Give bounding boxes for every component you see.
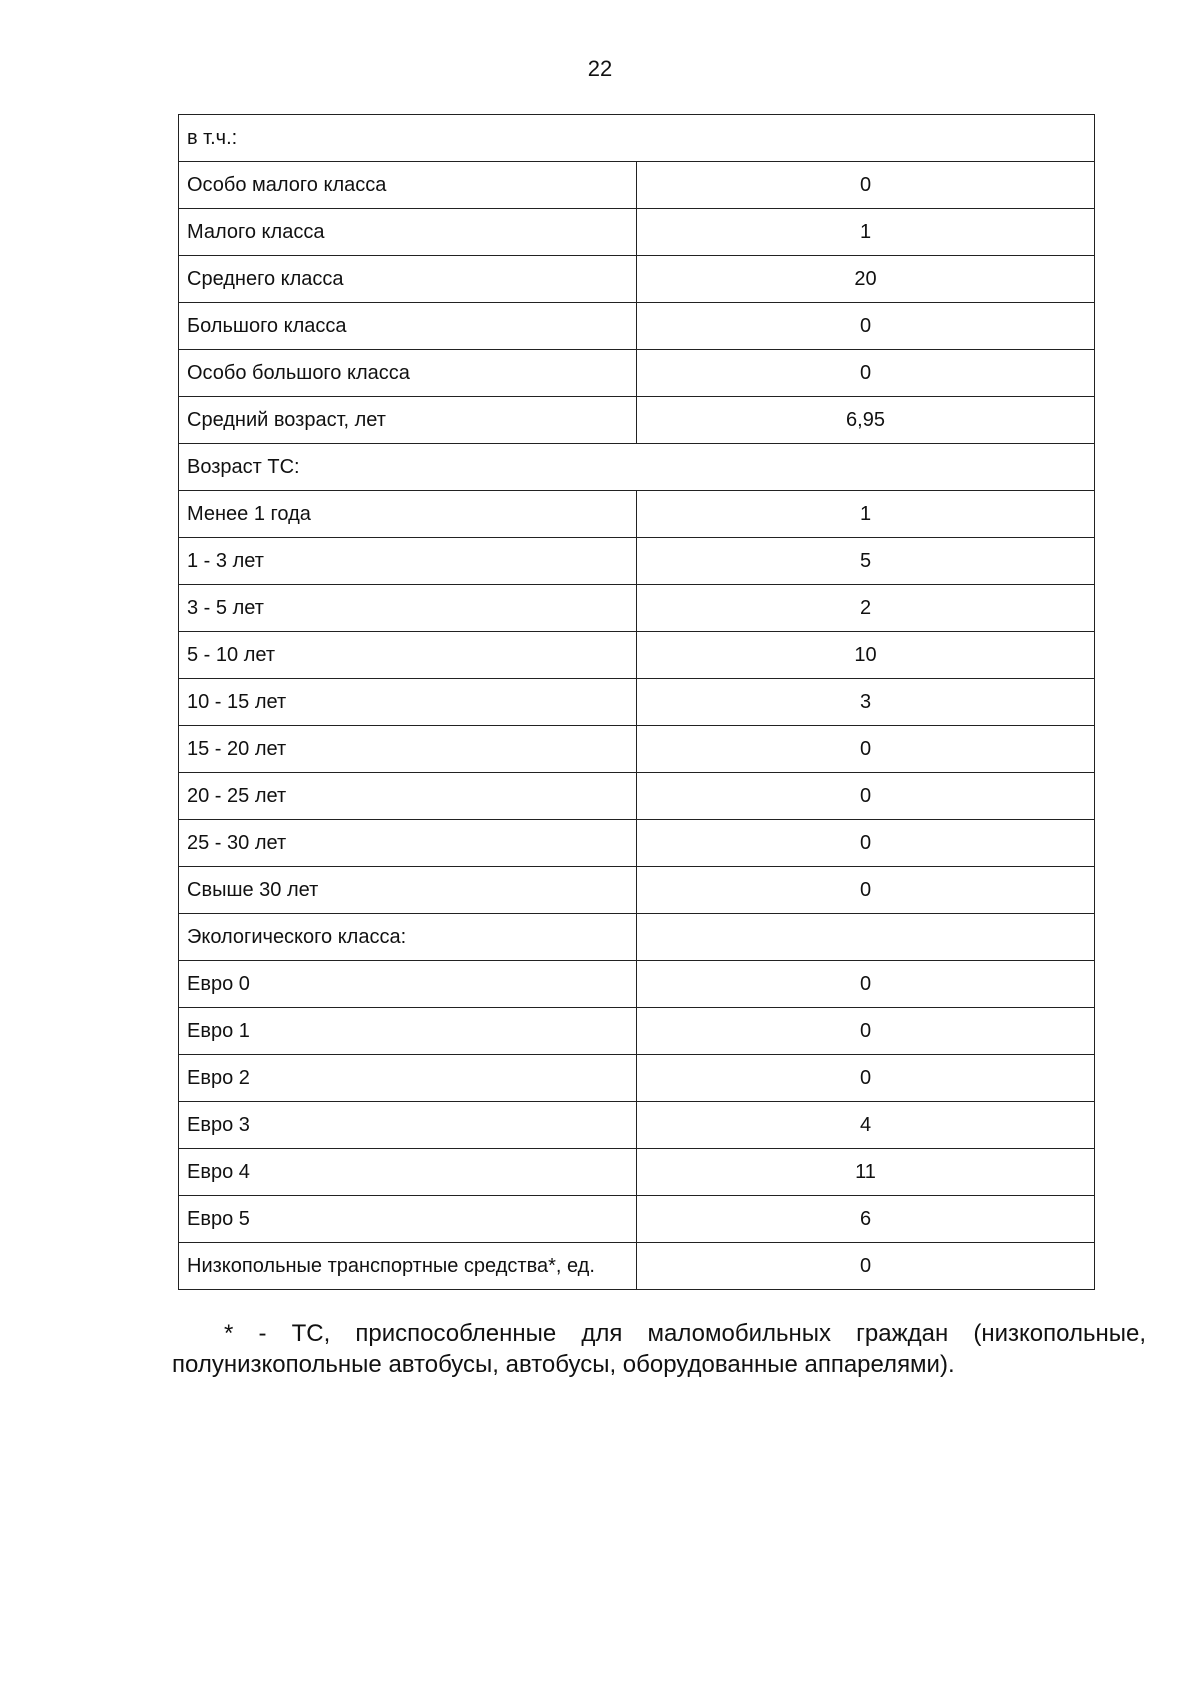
row-value: 0 <box>637 820 1095 867</box>
row-value: 6 <box>637 1196 1095 1243</box>
row-value: 20 <box>637 256 1095 303</box>
table-body <box>179 115 1095 1290</box>
row-value: 0 <box>637 867 1095 914</box>
table-row <box>179 820 1095 867</box>
row-label: Евро 1 <box>179 1008 637 1055</box>
row-value: 0 <box>637 961 1095 1008</box>
section-row <box>179 444 1095 491</box>
row-value: 6,95 <box>637 397 1095 444</box>
row-value: 1 <box>637 491 1095 538</box>
row-label: Евро 4 <box>179 1149 637 1196</box>
row-label: Среднего класса <box>179 256 637 303</box>
row-value <box>637 914 1095 961</box>
row-value: 2 <box>637 585 1095 632</box>
row-label: 20 - 25 лет <box>179 773 637 820</box>
row-label: Особо малого класса <box>179 162 637 209</box>
row-label: Евро 3 <box>179 1102 637 1149</box>
section-row <box>179 115 1095 162</box>
table-row <box>179 162 1095 209</box>
row-value: 4 <box>637 1102 1095 1149</box>
table-row <box>179 914 1095 961</box>
row-label: Евро 2 <box>179 1055 637 1102</box>
row-value: 5 <box>637 538 1095 585</box>
row-label: Экологического класса: <box>179 914 637 961</box>
table-row <box>179 1149 1095 1196</box>
row-label: Низкопольные транспортные средства*, ед. <box>179 1243 637 1290</box>
table-row <box>179 773 1095 820</box>
row-value: 0 <box>637 1243 1095 1290</box>
row-value: 0 <box>637 162 1095 209</box>
row-value: 10 <box>637 632 1095 679</box>
row-value: 0 <box>637 303 1095 350</box>
section-label: в т.ч.: <box>179 115 1095 162</box>
table-row <box>179 1055 1095 1102</box>
row-value: 1 <box>637 209 1095 256</box>
table-row <box>179 1008 1095 1055</box>
row-label: Средний возраст, лет <box>179 397 637 444</box>
table-row <box>179 961 1095 1008</box>
row-label: Малого класса <box>179 209 637 256</box>
page-number: 22 <box>587 56 613 81</box>
row-label: Менее 1 года <box>179 491 637 538</box>
table-row <box>179 632 1095 679</box>
row-label: 10 - 15 лет <box>179 679 637 726</box>
table-row <box>179 1196 1095 1243</box>
table-row <box>179 867 1095 914</box>
table-row <box>179 397 1095 444</box>
footnote-text: * - ТС, приспособленные для маломобильных граждан (низкопольные, полунизкопольные автобусы, автобусы, оборудованные аппарелями). <box>172 1320 1146 1378</box>
row-value: 3 <box>637 679 1095 726</box>
table-row <box>179 350 1095 397</box>
table-row <box>179 1102 1095 1149</box>
row-label: Большого класса <box>179 303 637 350</box>
vehicle-fleet-table <box>178 114 1095 1290</box>
row-label: Евро 0 <box>179 961 637 1008</box>
row-label: Евро 5 <box>179 1196 637 1243</box>
row-value: 0 <box>637 726 1095 773</box>
table-row <box>179 538 1095 585</box>
table-row <box>179 585 1095 632</box>
row-label: Свыше 30 лет <box>179 867 637 914</box>
table-row <box>179 1243 1095 1290</box>
row-label: 15 - 20 лет <box>179 726 637 773</box>
table-row <box>179 679 1095 726</box>
table-row <box>179 256 1095 303</box>
row-value: 0 <box>637 1008 1095 1055</box>
row-value: 0 <box>637 773 1095 820</box>
row-label: 1 - 3 лет <box>179 538 637 585</box>
footnote <box>172 1318 1146 1380</box>
table-row <box>179 209 1095 256</box>
table-row <box>179 491 1095 538</box>
row-value: 0 <box>637 1055 1095 1102</box>
table-row <box>179 726 1095 773</box>
row-value: 11 <box>637 1149 1095 1196</box>
table-row <box>179 303 1095 350</box>
row-label: 5 - 10 лет <box>179 632 637 679</box>
row-label: Особо большого класса <box>179 350 637 397</box>
section-label: Возраст ТС: <box>179 444 1095 491</box>
row-value: 0 <box>637 350 1095 397</box>
row-label: 3 - 5 лет <box>179 585 637 632</box>
row-label: 25 - 30 лет <box>179 820 637 867</box>
